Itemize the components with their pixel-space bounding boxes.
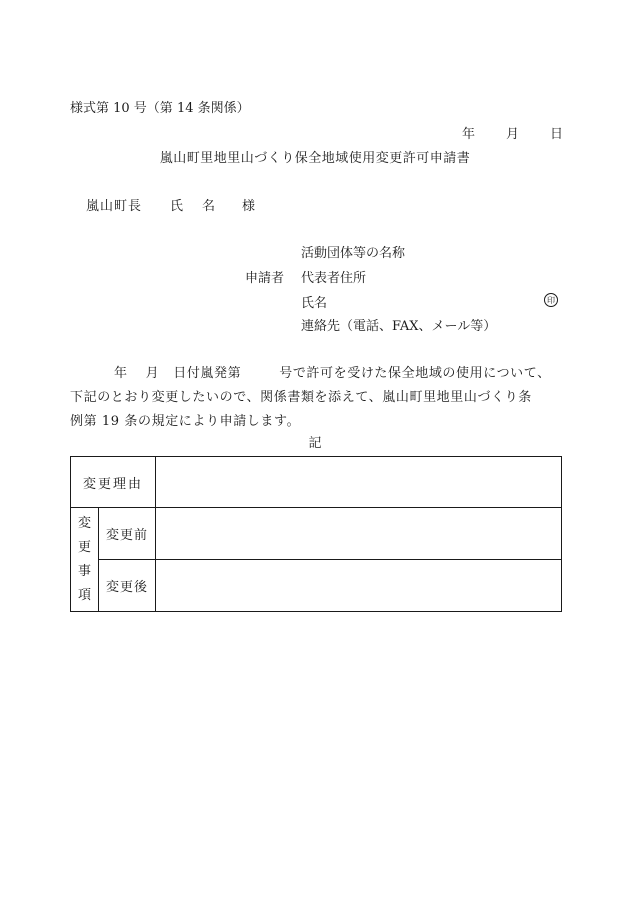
table-row-reason xyxy=(71,457,562,508)
before-label: 変更前 xyxy=(99,508,156,560)
matter-char-1: 変 xyxy=(77,515,91,531)
date-year-label: 年 xyxy=(462,127,476,142)
table-row-after xyxy=(71,560,562,612)
recipient-name-part1: 氏 xyxy=(170,199,185,214)
seal-icon: 印 xyxy=(544,293,558,307)
applicant-contact-label: 連絡先（電話、FAX、メール等） xyxy=(301,319,497,334)
change-matter-label xyxy=(71,508,99,612)
reason-input-cell[interactable] xyxy=(156,457,562,508)
change-details-table xyxy=(70,456,562,612)
reason-label: 変更理由 xyxy=(71,457,156,508)
body-line-1 xyxy=(70,362,562,386)
form-number: 様式第 10 号（第 14 条関係） xyxy=(70,101,250,116)
document-title: 嵐山町里地里山づくり保全地域使用変更許可申請書 xyxy=(159,151,471,166)
applicant-name-label: 氏名 xyxy=(301,296,328,311)
body-line-3: 例第 19 条の規定により申請します。 xyxy=(70,414,301,429)
body-year: 年 xyxy=(114,366,128,381)
body-month: 月 xyxy=(145,366,160,381)
after-label: 変更後 xyxy=(99,560,156,612)
body-line1-rest: 号で許可を受けた保全地域の使用について、 xyxy=(279,366,551,381)
date-month-label: 月 xyxy=(506,127,520,142)
applicant-label: 申請者 xyxy=(245,271,285,286)
applicant-address-label: 代表者住所 xyxy=(301,271,367,286)
matter-char-2: 更 xyxy=(77,539,91,555)
recipient-office: 嵐山町長 xyxy=(86,199,143,214)
body-line-2: 下記のとおり変更したいので、関係書類を添えて、嵐山町里地里山づくり条 xyxy=(70,390,532,405)
body-day-prefix: 日付嵐発第 xyxy=(173,366,242,381)
recipient-name-part2: 名 xyxy=(202,199,217,214)
note-heading: 記 xyxy=(308,436,322,451)
request-body-text xyxy=(70,362,562,434)
after-input-cell[interactable] xyxy=(156,560,562,612)
date-day-label: 日 xyxy=(550,127,564,142)
recipient-line xyxy=(86,200,256,213)
matter-char-3: 事 xyxy=(77,563,91,579)
matter-char-4: 項 xyxy=(77,587,91,603)
table-row-before xyxy=(71,508,562,560)
applicant-org-name-label: 活動団体等の名称 xyxy=(301,246,406,261)
before-input-cell[interactable] xyxy=(156,508,562,560)
recipient-honorific: 様 xyxy=(242,199,257,214)
